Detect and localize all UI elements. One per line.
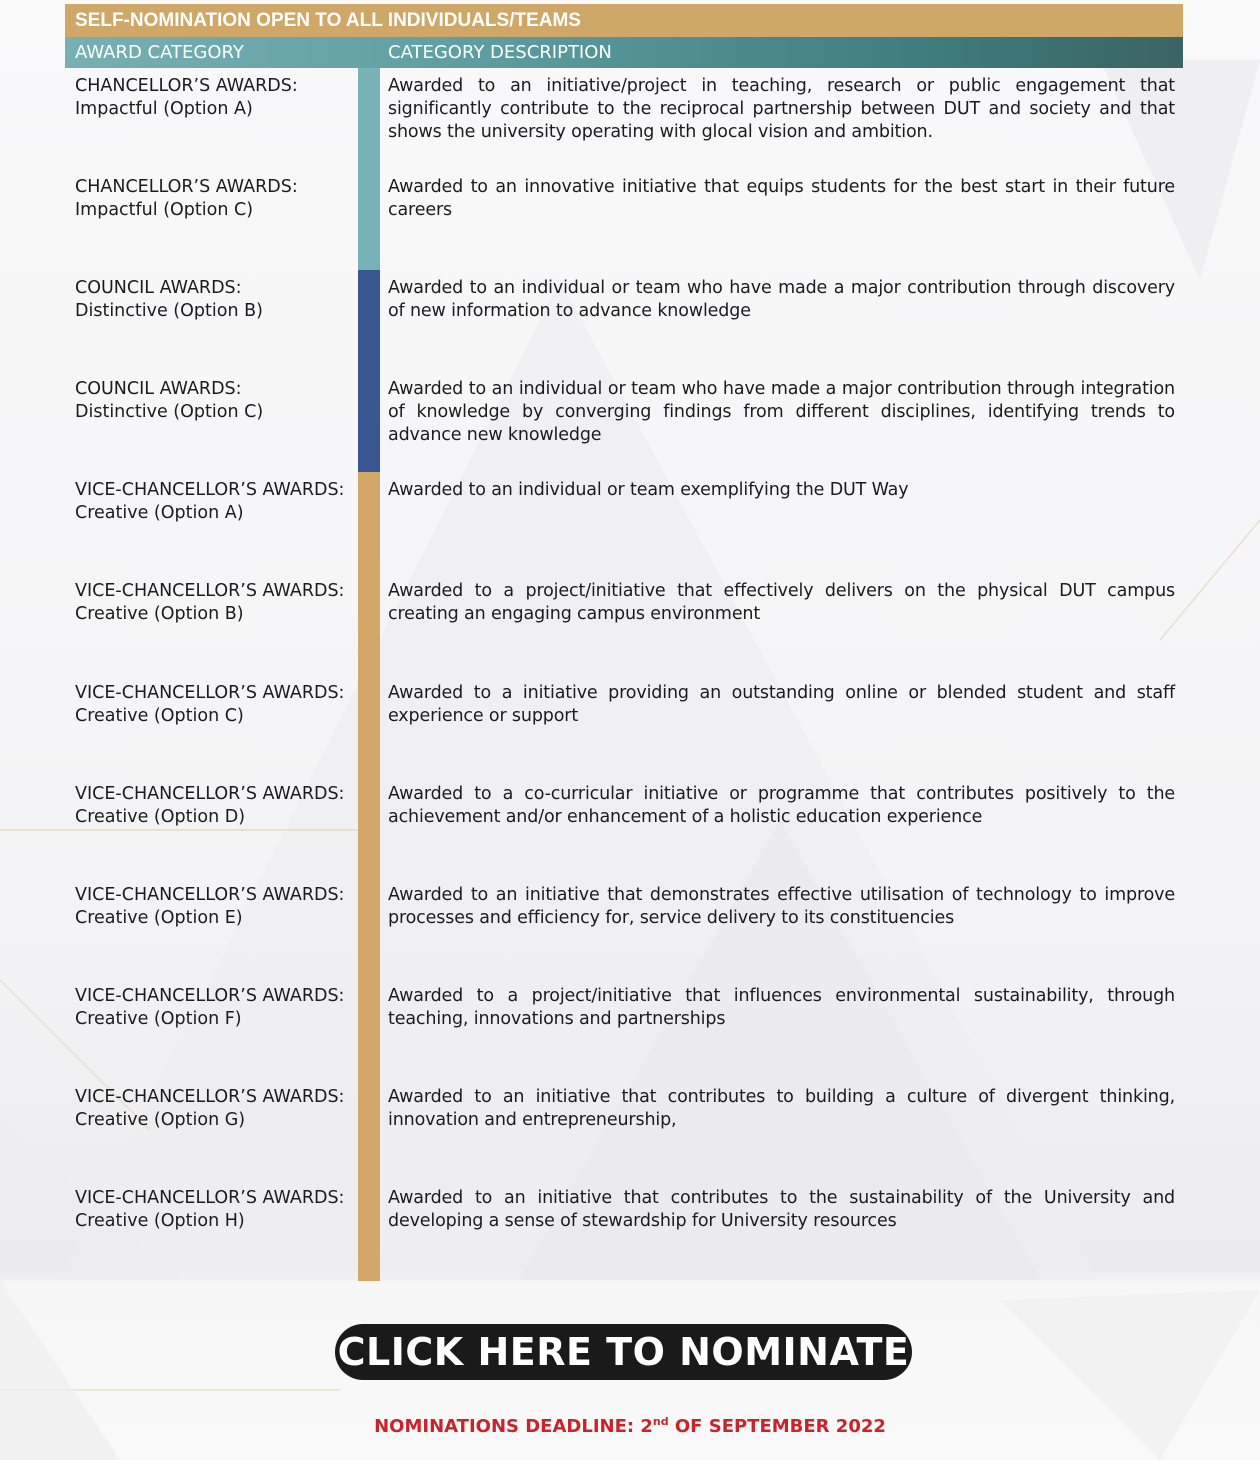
table-row <box>65 472 1183 573</box>
award-group-label: CHANCELLOR’S AWARDS: <box>75 177 298 198</box>
category-color-bar <box>358 371 380 472</box>
deadline-date: OF SEPTEMBER 2022 <box>668 1416 886 1437</box>
award-category-cell <box>75 985 360 1031</box>
award-group-label: VICE-CHANCELLOR’S AWARDS: <box>75 783 345 804</box>
award-category-cell <box>75 682 360 728</box>
table-row <box>65 1180 1183 1281</box>
category-color-bar <box>358 978 380 1079</box>
award-group-label: VICE-CHANCELLOR’S AWARDS: <box>75 1086 345 1107</box>
award-category-cell <box>75 378 360 424</box>
award-category-cell <box>75 580 360 626</box>
table-header-row <box>65 37 1183 68</box>
category-description-cell: Awarded to an individual or team who have made a major contribution through discovery of new information to advance knowledge <box>388 278 1175 322</box>
self-nomination-banner: SELF-NOMINATION OPEN TO ALL INDIVIDUALS/TEAMS <box>65 4 1183 37</box>
award-group-label: COUNCIL AWARDS: <box>75 379 242 400</box>
table-row <box>65 169 1183 270</box>
table-row <box>65 1079 1183 1180</box>
awards-table-body <box>65 68 1183 1281</box>
table-row <box>65 270 1183 371</box>
award-category-header: AWARD CATEGORY <box>75 42 244 63</box>
category-color-bar <box>358 1079 380 1180</box>
deadline-prefix: NOMINATIONS DEADLINE: 2 <box>374 1416 653 1437</box>
award-category-cell <box>75 783 360 829</box>
category-description-cell: Awarded to a project/initiative that influences environmental sustainability, through teaching, innovations and partnerships <box>388 985 1175 1029</box>
category-color-bar <box>358 776 380 877</box>
award-option-label: Creative (Option E) <box>75 907 243 928</box>
table-row <box>65 573 1183 674</box>
award-group-label: COUNCIL AWARDS: <box>75 278 242 299</box>
category-color-bar <box>358 68 380 169</box>
table-row <box>65 776 1183 877</box>
award-group-label: VICE-CHANCELLOR’S AWARDS: <box>75 1188 345 1209</box>
award-group-label: VICE-CHANCELLOR’S AWARDS: <box>75 682 345 703</box>
award-option-label: Creative (Option H) <box>75 1211 245 1232</box>
table-row <box>65 675 1183 776</box>
category-description-cell: Awarded to an initiative/project in teaching, research or public engagement that significantly contribute to the reciprocal partnership between DUT and society and that shows the university operating with glocal vision and ambition. <box>388 76 1175 142</box>
table-row <box>65 877 1183 978</box>
award-group-label: VICE-CHANCELLOR’S AWARDS: <box>75 884 345 905</box>
award-group-label: CHANCELLOR’S AWARDS: <box>75 76 298 96</box>
award-group-label: VICE-CHANCELLOR’S AWARDS: <box>75 985 345 1006</box>
award-category-cell <box>75 479 360 525</box>
award-option-label: Creative (Option B) <box>75 604 244 625</box>
award-option-label: Creative (Option D) <box>75 806 246 827</box>
award-option-label: Distinctive (Option C) <box>75 402 264 423</box>
nominations-deadline <box>0 1415 1260 1437</box>
award-category-cell <box>75 1187 360 1233</box>
award-category-cell <box>75 277 360 323</box>
award-category-cell <box>75 1086 360 1132</box>
category-color-bar <box>358 472 380 573</box>
award-option-label: Impactful (Option C) <box>75 200 254 221</box>
award-group-label: VICE-CHANCELLOR’S AWARDS: <box>75 581 345 602</box>
category-description-cell: Awarded to an innovative initiative that equips students for the best start in their future careers <box>388 177 1175 221</box>
award-category-cell <box>75 75 360 121</box>
table-row <box>65 68 1183 169</box>
category-description-cell: Awarded to a project/initiative that effectively delivers on the physical DUT campus creating an engaging campus environment <box>388 581 1175 625</box>
category-color-bar <box>358 877 380 978</box>
nominate-button[interactable]: CLICK HERE TO NOMINATE <box>335 1324 912 1380</box>
table-row <box>65 371 1183 472</box>
table-row <box>65 978 1183 1079</box>
award-option-label: Creative (Option G) <box>75 1109 246 1130</box>
category-description-cell: Awarded to a initiative providing an outstanding online or blended student and staff experience or support <box>388 682 1175 726</box>
award-option-label: Creative (Option A) <box>75 503 244 524</box>
award-option-label: Impactful (Option A) <box>75 99 253 119</box>
category-description-header: CATEGORY DESCRIPTION <box>388 42 612 63</box>
category-description-cell: Awarded to an initiative that contributes to the sustainability of the University and developing a sense of stewardship for University resources <box>388 1188 1175 1232</box>
category-description-cell: Awarded to a co-curricular initiative or programme that contributes positively to the achievement and/or enhancement of a holistic education experience <box>388 783 1175 827</box>
category-description-cell: Awarded to an individual or team exemplifying the DUT Way <box>388 480 909 501</box>
category-color-bar <box>358 573 380 674</box>
deadline-ordinal-suffix: nd <box>652 1415 669 1428</box>
award-category-cell <box>75 176 360 222</box>
award-category-cell <box>75 884 360 930</box>
category-color-bar <box>358 270 380 371</box>
category-description-cell: Awarded to an individual or team who have made a major contribution through integration of knowledge by converging findings from different disciplines, identifying trends to advance new knowledge <box>388 379 1175 446</box>
category-color-bar <box>358 1180 380 1281</box>
award-option-label: Creative (Option C) <box>75 705 244 726</box>
category-color-bar <box>358 675 380 776</box>
award-option-label: Creative (Option F) <box>75 1008 242 1029</box>
category-description-cell: Awarded to an initiative that demonstrates effective utilisation of technology to improve processes and efficiency for, service delivery to its constituencies <box>388 884 1175 928</box>
award-group-label: VICE-CHANCELLOR’S AWARDS: <box>75 480 345 501</box>
award-option-label: Distinctive (Option B) <box>75 301 263 322</box>
category-description-cell: Awarded to an initiative that contributes to building a culture of divergent thinking, innovation and entrepreneurship, <box>388 1086 1175 1130</box>
category-color-bar <box>358 169 380 270</box>
